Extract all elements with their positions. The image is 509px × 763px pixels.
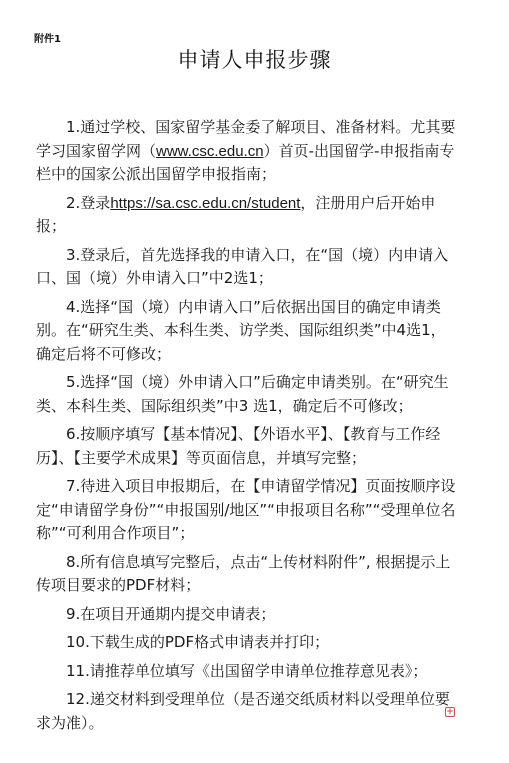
step-1 xyxy=(36,116,456,187)
step-9: 9.在项目开通期内提交申请表； xyxy=(66,604,276,623)
steps-list xyxy=(36,116,456,740)
step-5: 5.选择“国（境）外申请入口”后确定申请类别。在“研究生类、本科生类、国际组织类”中3 选1，确定后不可修改； xyxy=(36,373,449,415)
step-1-text-end: ）首页-出国留学-申报指南专栏中的国家公派出国留学申报指南； xyxy=(36,141,455,183)
step-2-text: 2.登录 xyxy=(66,193,111,212)
step-1-text: 1.通过学校、国家留学基金委了解项目、准备材料。尤其要学习国家留学网（ xyxy=(36,118,456,160)
step-3: 3.登录后，首先选择我的申请入口，在“国（境）内申请入口、国（境）外申请入口”中2选1； xyxy=(36,245,449,287)
student-portal-link[interactable]: https://sa.csc.edu.cn/student xyxy=(110,194,301,212)
step-12: 12.递交材料到受理单位（是否递交纸质材料以受理单位要求为准）。 xyxy=(36,690,450,732)
step-8: 8.所有信息填写完整后，点击“上传材料附件”, 根据提示上传项目要求的PDF材料； xyxy=(36,552,451,594)
step-2-text-end: ，注册用户后开始申报； xyxy=(36,193,436,235)
step-10: 10.下载生成的PDF格式申请表并打印； xyxy=(66,633,330,651)
attachment-label: 附件1 xyxy=(34,34,61,45)
step-7: 7.待进入项目申报期后，在【申请留学情况】页面按顺序设定“申请留学身份”“申报国别/地区”“申报项目名称”“受理单位名称”“可利用合作项目”； xyxy=(36,477,456,542)
page-title: 申请人申报步骤 xyxy=(177,48,332,72)
plus-square-icon[interactable]: + xyxy=(446,706,454,717)
step-4: 4.选择“国（境）内申请入口”后依据出国目的确定申请类别。在“研究生类、本科生类、访学类、国际组织类”中4选1，确定后将不可修改； xyxy=(36,297,446,363)
step-11: 11.请推荐单位填写《出国留学申请单位推荐意见表》； xyxy=(66,661,428,680)
csc-website-link[interactable]: www.csc.edu.cn xyxy=(156,142,264,160)
step-6: 6.按顺序填写【基本情况】、【外语水平】、【教育与工作经历】、【主要学术成果】等页面信息，并填写完整； xyxy=(36,425,441,467)
step-2 xyxy=(36,192,456,239)
